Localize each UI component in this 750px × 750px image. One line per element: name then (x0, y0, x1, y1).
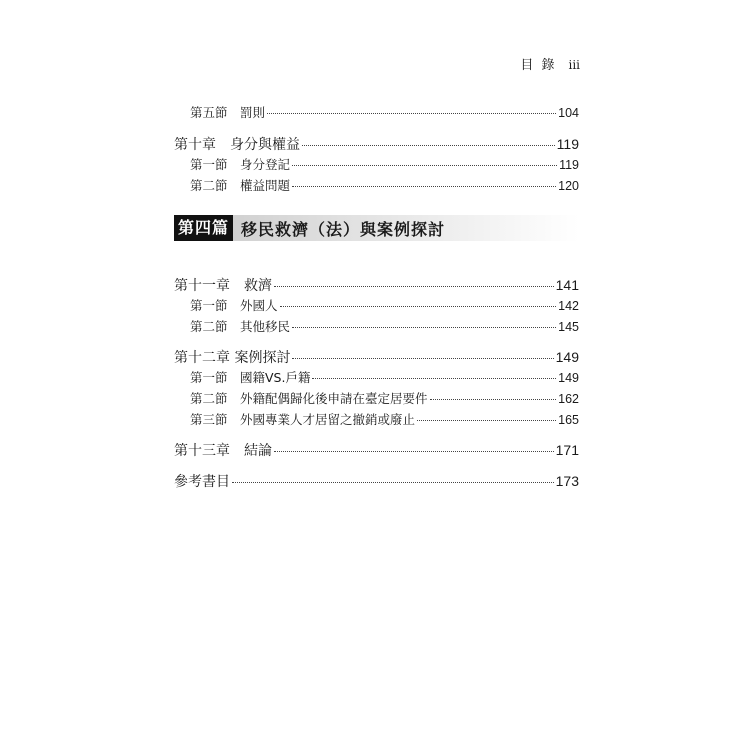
toc-entry-page: 145 (558, 320, 579, 334)
toc-entry-label: 第一節 國籍VS.戶籍 (190, 370, 311, 385)
toc-entry-section (174, 103, 579, 121)
toc-entry-section (174, 410, 579, 428)
toc-entry-page: 119 (556, 136, 579, 152)
dot-leader (267, 113, 556, 114)
toc-entry-label: 第十三章 結論 (174, 443, 272, 459)
toc-entry-page: 104 (558, 106, 579, 120)
toc-entry-section (174, 317, 579, 335)
toc-entry-page: 149 (558, 371, 579, 385)
toc-entry-chapter (174, 134, 579, 154)
toc-entry-page: 141 (555, 277, 579, 293)
dot-leader (292, 165, 557, 166)
toc-entry-label: 第一節 身分登記 (190, 157, 291, 172)
toc-entry-chapter (174, 471, 579, 491)
toc-entry-label: 參考書目 (174, 474, 230, 490)
dot-leader (292, 358, 553, 359)
dot-leader (417, 420, 556, 421)
part-heading (174, 215, 579, 241)
part-number-tag: 第四篇 (174, 215, 233, 241)
dot-leader (302, 145, 555, 146)
toc-entry-section (174, 389, 579, 407)
toc-entry-page: 173 (555, 473, 579, 489)
toc-entry-label: 第一節 外國人 (190, 298, 278, 313)
toc-entry-label: 第二節 外籍配偶歸化後申請在臺定居要件 (190, 391, 428, 406)
toc-entry-label: 第三節 外國專業人才居留之撤銷或廢止 (190, 412, 416, 427)
toc-entry-page: 119 (559, 158, 579, 172)
toc-entry-label: 第十一章 救濟 (174, 278, 272, 294)
dot-leader (274, 451, 554, 452)
toc-entry-page: 149 (555, 349, 579, 365)
toc-entry-section (174, 155, 579, 173)
header-page-number: iii (568, 58, 580, 72)
toc-entry-label: 第十章 身分與權益 (174, 137, 300, 153)
dot-leader (232, 482, 554, 483)
running-header (520, 54, 580, 73)
toc-entry-section (174, 296, 579, 314)
toc-entry-section (174, 368, 579, 386)
dot-leader (312, 378, 556, 379)
toc-entry-chapter (174, 440, 579, 460)
toc-entry-page: 142 (558, 299, 579, 313)
toc-entry-page: 120 (558, 179, 579, 193)
dot-leader (292, 327, 556, 328)
toc-entry-page: 162 (558, 392, 579, 406)
header-title: 目 錄 (520, 58, 557, 73)
toc-entry-section (174, 176, 579, 194)
toc-entry-label: 第十二章 案例探討 (174, 350, 291, 366)
toc-entry-page: 165 (558, 413, 579, 427)
toc-entry-chapter (174, 347, 579, 367)
dot-leader (280, 306, 557, 307)
dot-leader (274, 286, 554, 287)
toc-entry-label: 第二節 權益問題 (190, 178, 291, 193)
dot-leader (430, 399, 557, 400)
toc-entry-label: 第五節 罰則 (190, 105, 266, 120)
toc-entry-label: 第二節 其他移民 (190, 319, 291, 334)
toc-entry-page: 171 (555, 442, 579, 458)
toc-entry-chapter (174, 275, 579, 295)
dot-leader (292, 186, 556, 187)
part-title: 移民救濟（法）與案例探討 (241, 219, 446, 239)
